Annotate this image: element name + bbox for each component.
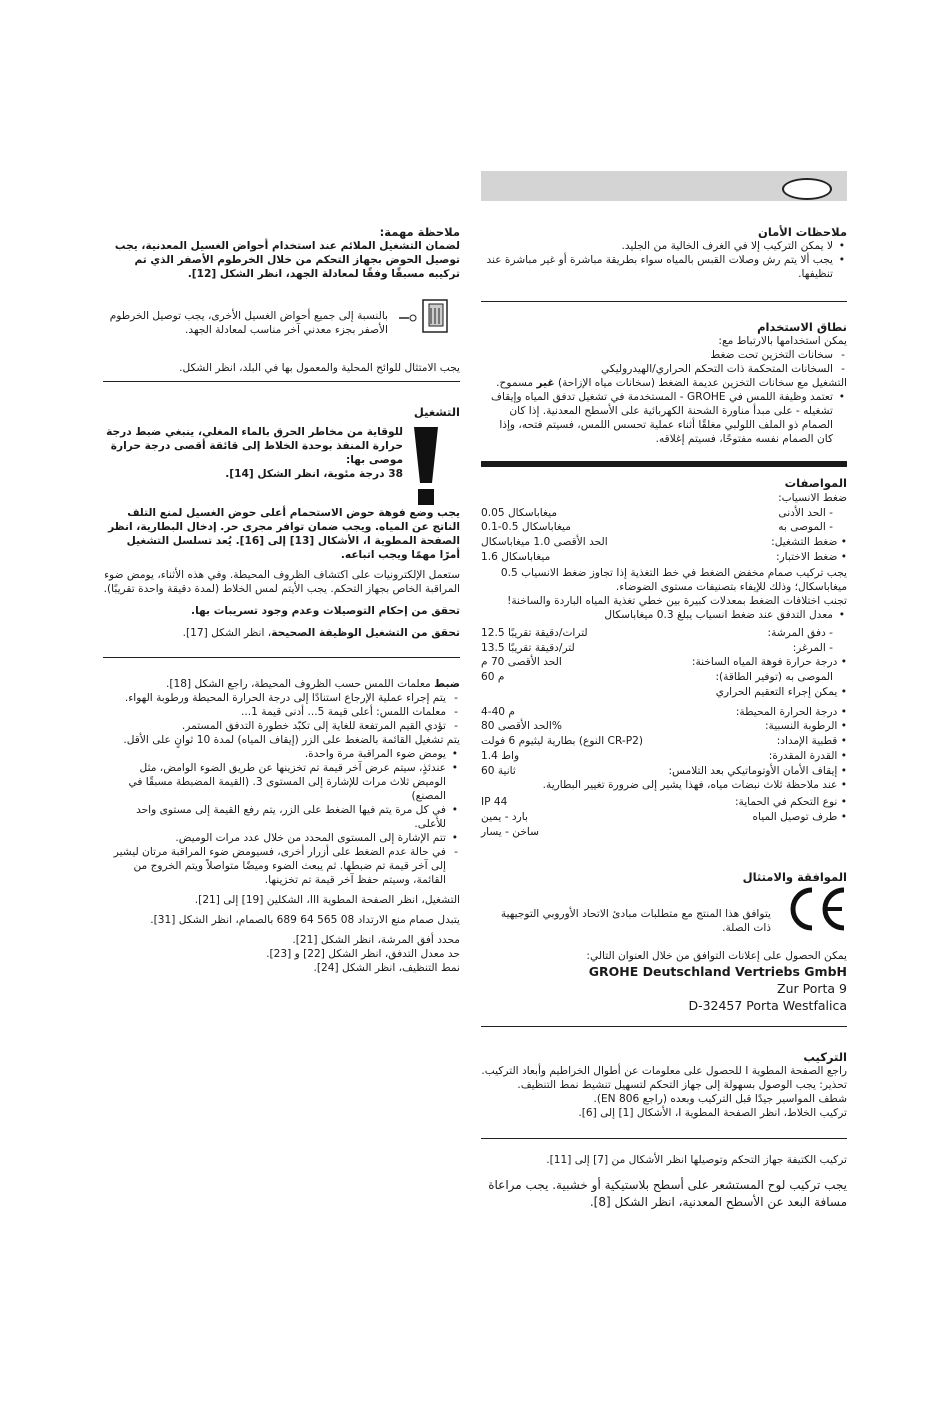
spec-pow-label: • القدرة المقدرة: bbox=[768, 749, 847, 762]
divider bbox=[103, 657, 460, 658]
adjust-item-2: - معلمات اللمس: أعلى قيمة 5... أدنى قيمة 1... bbox=[103, 705, 446, 719]
spec-hotrec-value: 60 م bbox=[481, 671, 505, 684]
usage-item-2: - السخانات المتحكمة ذات التحكم الحراري/الهيدروليكي bbox=[481, 362, 833, 376]
usage-section bbox=[481, 320, 847, 446]
adjust-bullet-2: • عندئذٍ، سيتم عرض آخر قيمة تم تخزينها عن طريق الضوء الوامض، مثل الوميض ثلاث مرات للإشارة إلى المستوى 3. (القيمة المضبطة مسبقًا في المصنع) bbox=[103, 761, 446, 803]
spec-hum-label: • الرطوبة النسبية: bbox=[764, 720, 847, 733]
spec-hot-label: • درجة حرارة فوهة المياه الساخنة: bbox=[691, 656, 847, 669]
approval-title: الموافقة والامتثال bbox=[742, 870, 847, 884]
specs-notes bbox=[481, 566, 847, 622]
install-p3: شطف المواسير جيدًا قبل التركيب وبعده (راجع EN 806). bbox=[593, 1093, 847, 1105]
installation-title: التركيب bbox=[803, 1050, 847, 1064]
spec-op-value: الحد الأقصى 1.0 ميغاباسكال bbox=[481, 536, 608, 549]
company-name: GROHE Deutschland Vertriebs GmbH bbox=[588, 964, 847, 979]
installation-section-2 bbox=[481, 1153, 847, 1211]
spec-hot-value: الحد الأقصى 70 م bbox=[481, 656, 562, 669]
spec-min-label: - الحد الأدنى bbox=[778, 506, 833, 519]
thick-divider bbox=[481, 461, 847, 467]
spec-conn-value-2: ساخن - يسار bbox=[481, 825, 540, 838]
adjust-p6: نمط التنظيف، انظر الشكل [24]. bbox=[313, 962, 460, 974]
install-p2: تحذير: يجب الوصول بسهولة إلى جهاز التحكم لتسهيل تنشيط نمط التنظيف. bbox=[517, 1079, 847, 1091]
company-city: D-32457 Porta Westfalica bbox=[688, 998, 847, 1013]
spec-conn-value-1: بارد - يمين bbox=[481, 810, 528, 823]
operation-p3: تحقق من التشغيل الوظيفة الصحيحة، انظر الشكل [17]. bbox=[182, 627, 460, 639]
specs-title: المواصفات bbox=[784, 476, 847, 490]
operation-body bbox=[103, 568, 460, 640]
spec-test-label: • ضغط الاختبار: bbox=[776, 550, 847, 563]
adjust-p2: التشغيل، انظر الصفحة المطوية III، الشكلين [19] إلى [21]. bbox=[194, 894, 460, 906]
spec-note-2: تجنب اختلافات الضغط بمعدلات كبيرة بين خطي تغذية المياه الباردة والساخنة! bbox=[507, 595, 847, 607]
spec-hum-value: الحد الأقصى 80% bbox=[481, 720, 562, 733]
operation-warning-3: يجب وضع فوهة حوض الاستحمام أعلى حوض الغسيل لمنع التلف الناتج عن المياه. ويجب ضمان توافر مجرى حر. إدخال البطارية، انظر الصفحة المطوية I، الأشكال [13] إلى [16]. يُعد تسلسل التشغيل أمرًا مهمًا ويجب اتباعه. bbox=[108, 506, 460, 561]
book-icon bbox=[395, 298, 453, 336]
usage-note: التشغيل مع سخانات التخزين عديمة الضغط (سخانات مياه الإزاحة) غير مسموح. bbox=[496, 377, 847, 389]
operation-p1: ستعمل الإلكترونيات على اكتشاف الظروف المحيطة. وفي هذه الأثناء، يومض ضوء المراقبة الخاص بجهاز التحكم. يجب الأيتم لمس الخلاط (لمدة دقيقة واحدة تقريبًا). bbox=[103, 569, 460, 595]
adjust-p4: محدد أفق المرشة، انظر الشكل [21]. bbox=[292, 934, 460, 946]
usage-title: نطاق الاستخدام bbox=[757, 320, 847, 334]
spec-conn-label: • طرف توصيل المياه bbox=[752, 810, 847, 823]
spec-flow: • معدل التدفق عند ضغط انسياب يبلغ 0.3 ميغاباسكال bbox=[481, 608, 833, 622]
adjust-title: ضبط معلمات اللمس حسب الظروف المحيطة، راجع الشكل [18]. bbox=[166, 678, 460, 690]
install-p5: تركيب الكتيفة جهاز التحكم وتوصيلها انظر الأشكال من [7] إلى [11]. bbox=[546, 1154, 847, 1166]
spec-amb-label: • درجة الحرارة المحيطة: bbox=[735, 705, 847, 718]
spec-led: • عند ملاحظة ثلاث نبضات مياه، فهذا يشير إلى ضرورة تغيير البطارية. bbox=[542, 779, 847, 792]
note-p3: يجب الامتثال للوائح المحلية والمعمول بها في البلد، انظر الشكل. bbox=[179, 361, 460, 374]
spec-hotrec-label: الموصى به (توفير الطاقة): bbox=[715, 671, 833, 684]
spec-tub-label: - المرغر: bbox=[792, 641, 833, 654]
divider bbox=[481, 1026, 847, 1027]
note-section bbox=[103, 225, 460, 281]
installation-section bbox=[481, 1050, 847, 1120]
install-p4: تركيب الخلاط، انظر الصفحة المطوية I، الأشكال [1] إلى [6]. bbox=[578, 1107, 847, 1119]
spec-op-label: • ضغط التشغيل: bbox=[771, 536, 847, 549]
spec-rec-value: 0.1-0.5 ميغاباسكال bbox=[481, 521, 571, 534]
adjust-item-1: - يتم إجراء عملية الإرجاع استنادًا إلى درجة الحرارة المحيطة ورطوبة الهواء. bbox=[103, 691, 446, 705]
spec-min-value: 0.05 ميغاباسكال bbox=[481, 506, 558, 519]
specs-table bbox=[481, 491, 847, 564]
operation-title: التشغيل bbox=[413, 405, 460, 419]
note-title: ملاحظة مهمة: bbox=[379, 225, 460, 239]
spec-bat-value: بطارية ليثيوم 6 فولت (النوع CR-P2) bbox=[481, 735, 643, 748]
adjust-p5: حد معدل التدفق، انظر الشكل [22] و [23]. bbox=[266, 948, 460, 960]
usage-touch-note: • تعتمد وظيفة اللمس في GROHE - المستخدمة في تشغيل تدفق المياه وإيقاف تشغيله - على مبدأ مناورة الشحنة الكهربائية على الأسطح المعدنية. إذا كان الصمام ذو الملف اللولبي مغلقًا أثناء عملية تحسس اللمس، فسيتم فتحه، وإذا كان الصمام نفسه مفتوحًا، فسيتم إغلاقه. bbox=[481, 390, 833, 446]
spec-tub-value: 13.5 لتر/دقيقة تقريبًا bbox=[481, 641, 575, 654]
spec-thermal: • يمكن إجراء التعقيم الحراري bbox=[715, 685, 847, 698]
adjust-bullet-3: • في كل مرة يتم فيها الضغط على الزر، يتم رفع القيمة إلى مستوى واحد للأعلى. bbox=[103, 803, 446, 831]
declaration-block bbox=[481, 949, 847, 1014]
specs-table-2 bbox=[481, 626, 847, 839]
divider bbox=[103, 381, 460, 382]
usage-intro: يمكن استخدامها بالارتباط مع: bbox=[718, 335, 847, 347]
note-p2: بالنسبة إلى جميع أحواض الغسيل الأخرى، يجب توصيل الخرطوم الأصفر بجزء معدني آخر مناسب لمعادلة الجهد. bbox=[109, 309, 388, 336]
operation-warning bbox=[103, 425, 403, 481]
operation-warning-1: للوقاية من مخاطر الحرق بالماء المغلي، ينبغي ضبط درجة حرارة المنفذ بوحدة الخلاط إلى قائقة أقصى درجة حرارة موصى بها: bbox=[106, 426, 403, 466]
spec-auto-value: 60 ثانية bbox=[481, 764, 516, 777]
spec-auto-label: • إيقاف الأمان الأوتوماتيكي بعد التلامس: bbox=[668, 764, 847, 777]
spec-shower-value: 12.5 لترات/دقيقة تقريبًا bbox=[481, 627, 588, 639]
adjust-section bbox=[103, 677, 460, 975]
safety-title: ملاحظات الأمان bbox=[758, 225, 847, 239]
spec-pressure: ضغط الانسياب: bbox=[778, 492, 847, 504]
adjust-item-3: - تؤدي القيم المرتفعة للغاية إلى تكبّد خطورة التدفق المستمر. bbox=[103, 719, 446, 733]
spec-ip-label: • نوع التحكم في الحماية: bbox=[734, 796, 847, 809]
divider bbox=[481, 1138, 847, 1139]
spec-ip-value: IP 44 bbox=[481, 796, 508, 809]
adjust-item-4: - في حالة عدم الضغط على أزرار أخرى، فسيومض ضوء المراقبة مرتان ليشير إلى آخر قيمة تم ضبطها. ثم يبعث الضوء وميضًا متواصلاً ويتم الخروج من القائمة، وسيتم حفظ آخر قيمة تم تخزينها. bbox=[103, 845, 446, 887]
note-p1: لضمان التشغيل الملائم عند استخدام أحواض الغسيل المعدنية، يجب توصيل الحوض بجهاز التحكم من خلال الخرطوم الأصفر الذي تم تركيبه مسبقًا وفقًا لمعادلة الجهد، انظر الشكل [12]. bbox=[114, 240, 460, 280]
safety-item-2: • يجب ألا يتم رش وصلات القبس بالمياه سواء بطريقة مباشرة أو غير مباشرة عند تنظيفها. bbox=[481, 253, 833, 281]
adjust-bullet-1: • يومض ضوء المراقبة مرة واحدة. bbox=[103, 747, 446, 761]
operation-warning-2: 38 درجة مئوية، انظر الشكل [14]. bbox=[225, 468, 403, 480]
spec-shower-label: - دفق المرشة: bbox=[767, 627, 833, 639]
operation-p2: تحقق من إحكام التوصيلات وعدم وجود تسريبات بها. bbox=[191, 605, 460, 617]
install-p6: يجب تركيب لوح المستشعر على أسطح بلاستيكية أو خشبية. يجب مراعاة مسافة البعد عن الأسطح المعدنية، انظر الشكل [8]. bbox=[488, 1178, 847, 1209]
divider bbox=[481, 301, 847, 302]
warning-exclamation-icon bbox=[408, 425, 444, 507]
safety-item-1: • لا يمكن التركيب إلا في الغرف الخالية من الجليد. bbox=[481, 239, 833, 253]
adjust-p3: يتبدل صمام منع الارتداد 08 565 64 689 بالصمام، انظر الشكل [31]. bbox=[150, 914, 460, 926]
usage-item-1: - سخانات التخزين تحت ضغط bbox=[481, 348, 833, 362]
spec-test-value: 1.6 ميغاباسكال bbox=[481, 550, 551, 563]
adjust-p1: يتم تشغيل القائمة بالضغط على الزر (إيقاف المياه) لمدة 10 ثوانٍ على الأقل. bbox=[123, 734, 460, 746]
language-oval-badge bbox=[782, 178, 832, 200]
spec-amb-value: 4-40 م bbox=[481, 705, 515, 718]
right-column bbox=[481, 225, 847, 281]
spec-note-1: يجب تركيب صمام مخفض الضغط في خط التغذية إذا تجاوز ضغط الانسياب 0.5 ميغاباسكال؛ وذلك للإيفاء بتصنيفات مستوى الضوضاء. bbox=[500, 567, 847, 593]
spec-pow-value: 1.4 واط bbox=[481, 749, 520, 762]
adjust-bullet-4: • تتم الإشارة إلى المستوى المحدد من خلال عدد مرات الوميض. bbox=[103, 831, 446, 845]
company-street: Zur Porta 9 bbox=[777, 981, 847, 996]
install-p1: راجع الصفحة المطوية I للحصول على معلومات عن أطوال الخراطيم وأبعاد التركيب. bbox=[481, 1065, 847, 1077]
spec-bat-label: • قطبية الإمداد: bbox=[776, 735, 847, 748]
declaration-text: يمكن الحصول على إعلانات التوافق من خلال العنوان التالي: bbox=[586, 950, 847, 962]
spec-rec-label: - الموصى به bbox=[778, 521, 833, 534]
ce-mark-icon bbox=[786, 886, 848, 932]
ce-text: يتوافق هذا المنتج مع متطلبات مبادئ الاتحاد الأوروبي التوجيهية ذات الصلة. bbox=[500, 907, 771, 934]
